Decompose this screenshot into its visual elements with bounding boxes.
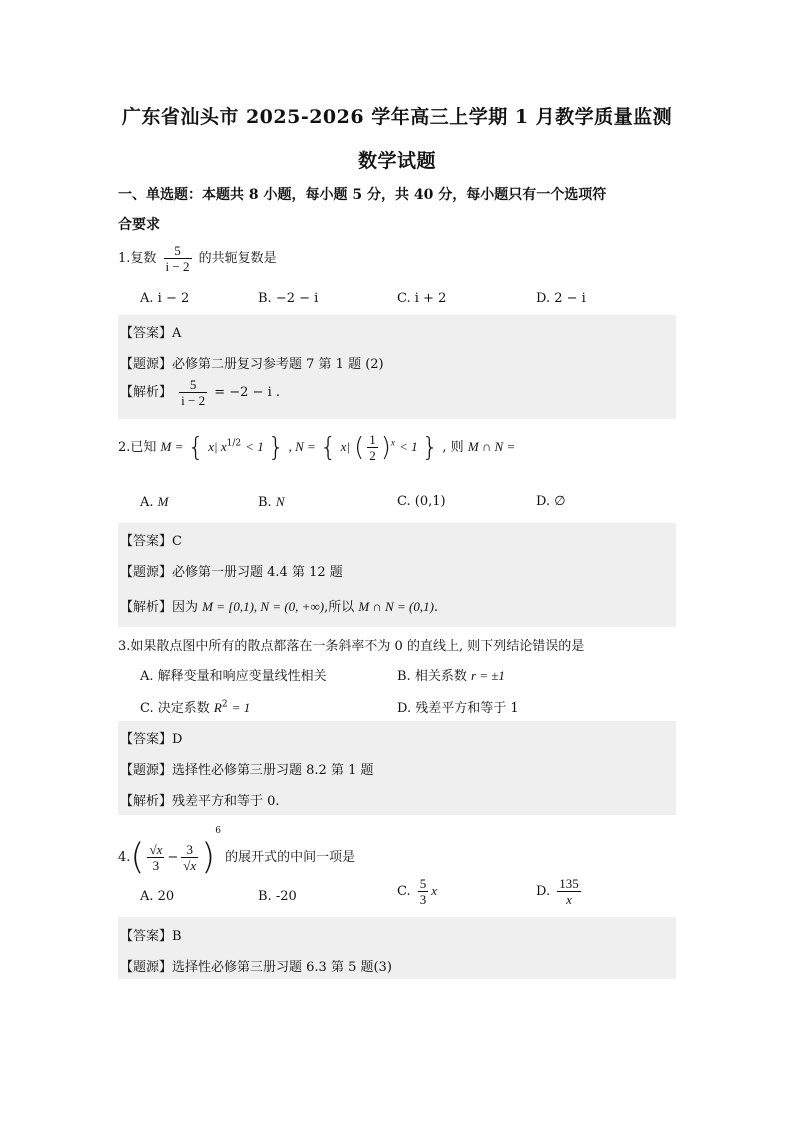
q3-source-label: 【题源】 (120, 763, 173, 778)
q2-setN-fraction (367, 432, 378, 463)
q3-option-b-label: B. 相关系数 (397, 669, 467, 684)
q1-fraction (164, 243, 192, 274)
q4-answer-value: B (172, 929, 182, 944)
q2-analysis-c: ,所以 (324, 600, 355, 615)
q2-brace-open: { (187, 432, 205, 463)
q1-option-a: A. i − 2 (140, 291, 190, 306)
q4-source-value: 选择性必修第三册习题 6.3 第 5 题(3) (172, 960, 392, 975)
q4-option-d (536, 876, 584, 907)
q2-answer (120, 530, 182, 549)
q1-answer-value: A (172, 326, 182, 341)
q2-option-a-value: M (157, 494, 169, 509)
q4-option-c-label: C. (397, 884, 411, 899)
q4-term2 (181, 842, 198, 873)
q4-option-d-fraction (557, 876, 581, 907)
q2-answer-label: 【答案】 (120, 534, 173, 549)
q2-setN-label: , N = (288, 439, 316, 454)
q4-exponent: 6 (215, 826, 221, 836)
q2-option-c-value: (0,1) (414, 494, 446, 509)
q3-option-b (397, 665, 505, 684)
q3-source-value: 选择性必修第三册习题 8.2 第 1 题 (172, 763, 374, 778)
q3-option-c (140, 697, 250, 716)
q3-analysis (120, 790, 280, 809)
question-1 (118, 243, 277, 274)
q2-brace-close-2: } (421, 432, 439, 463)
q1-analysis-num: 5 (189, 377, 197, 392)
q2-option-a (140, 494, 169, 510)
q2-option-b (258, 494, 285, 510)
q1-option-d: D. 2 − i (536, 291, 586, 306)
q4-term1 (147, 842, 164, 873)
q1-analysis-rest: = −2 − i . (214, 385, 281, 400)
q2-analysis-e: . (433, 600, 439, 615)
q2-setM-exp: 1/2 (226, 438, 242, 449)
q2-option-d-label: D. (536, 494, 551, 509)
q2-setN-body: x| (340, 439, 350, 454)
q3-option-d: D. 残差平方和等于 1 (397, 701, 519, 716)
q4-prefix: 4. (118, 850, 131, 865)
q1-prefix: 1.复数 (118, 251, 157, 266)
q2-option-d-value: ∅ (554, 494, 566, 509)
q4-paren-close: ) (201, 836, 216, 878)
q3-option-c-r: R (213, 700, 222, 715)
q1-analysis-label: 【解析】 (120, 385, 173, 400)
q1-suffix: 的共轭复数是 (198, 251, 277, 266)
q4-suffix: 的展开式的中间一项是 (225, 850, 356, 865)
q2-source-value: 必修第一册习题 4.4 第 12 题 (172, 565, 343, 580)
q1-source-value: 必修第二册复习参考题 7 第 1 题 (2) (172, 357, 384, 372)
q1-solution-box (118, 315, 676, 419)
q2-option-a-label: A. (140, 495, 154, 510)
q2-paren-open: ( (354, 432, 365, 463)
q4-option-a: A. 20 (140, 889, 175, 904)
q2-prefix: 2.已知 (118, 440, 157, 455)
question-4 (118, 826, 356, 878)
q4-option-b: B. -20 (258, 889, 297, 904)
q2-analysis-d: M ∩ N = (0,1) (358, 599, 434, 614)
section-heading (118, 180, 676, 240)
section-heading-line1: 一、单选题：本题共 8 小题，每小题 5 分，共 40 分，每小题只有一个选项符 (118, 187, 607, 203)
q2-analysis-a: 因为 (172, 600, 199, 615)
q2-answer-value: C (172, 534, 182, 549)
q2-analysis-label: 【解析】 (120, 600, 173, 615)
q2-brace-open-2: { (319, 432, 337, 463)
q4-term2-num: 3 (186, 842, 193, 857)
q2-setN-rest: < 1 (399, 439, 418, 454)
q3-analysis-label: 【解析】 (120, 794, 173, 809)
q4-term2-den: √x (183, 858, 197, 873)
question-2 (118, 432, 515, 463)
q2-option-c (397, 494, 446, 509)
q1-option-c: C. i + 2 (397, 291, 447, 306)
q4-source (120, 956, 392, 975)
q3-answer-value: D (172, 732, 183, 747)
q2-setN-den: 2 (369, 448, 376, 463)
q1-answer (120, 322, 181, 341)
q2-suffix: , 则 (442, 440, 464, 455)
q1-analysis (120, 377, 280, 408)
q2-paren-close: ) (380, 432, 391, 463)
q4-minus: − (167, 850, 179, 865)
q3-source (120, 759, 374, 778)
q2-analysis-b: M = [0,1), N = (0, +∞) (202, 599, 325, 614)
q1-source-label: 【题源】 (120, 357, 173, 372)
q2-source (120, 561, 343, 580)
q2-source-label: 【题源】 (120, 565, 173, 580)
q2-setN-num: 1 (369, 432, 376, 447)
q2-option-b-label: B. (258, 495, 272, 510)
q2-analysis (120, 596, 438, 615)
q2-expr: M ∩ N = (467, 439, 516, 454)
q4-answer-label: 【答案】 (120, 929, 173, 944)
q3-option-c-rest: = 1 (231, 700, 251, 715)
q3-option-b-expr: r = ±1 (470, 668, 505, 683)
q3-solution-box (118, 721, 676, 815)
q4-solution-box (118, 917, 676, 979)
q1-analysis-fraction (179, 377, 207, 408)
q1-option-b: B. −2 − i (258, 291, 319, 306)
document-title: 广东省汕头市 2025-2026 学年高三上学期 1 月教学质量监测 (121, 106, 673, 128)
q3-answer-label: 【答案】 (120, 732, 173, 747)
q4-option-c-den: 3 (419, 892, 427, 907)
section-heading-line2: 合要求 (118, 217, 160, 233)
q2-option-c-label: C. (397, 494, 411, 509)
q2-setM-label: M = (160, 439, 184, 454)
q2-brace-close: } (267, 432, 285, 463)
q1-answer-label: 【答案】 (120, 326, 173, 341)
q4-option-d-label: D. (536, 884, 551, 899)
question-3: 3.如果散点图中所有的散点都落在一条斜率不为 0 的直线上, 则下列结论错误的是 (118, 639, 585, 654)
document-subtitle: 数学试题 (357, 150, 436, 172)
q3-analysis-value: 残差平方和等于 0. (172, 794, 280, 809)
q1-fraction-den: i − 2 (165, 259, 190, 274)
q3-answer (120, 728, 182, 747)
q2-setM-body: x| x (208, 439, 227, 454)
q1-analysis-den: i − 2 (181, 393, 206, 408)
q4-option-c-x: x (431, 883, 438, 898)
q4-paren-open: ( (130, 836, 145, 878)
q2-solution-box (118, 523, 676, 627)
q2-setN-exp: x (390, 437, 395, 448)
q1-source (120, 353, 384, 372)
q4-option-c-fraction (418, 876, 429, 907)
q4-source-label: 【题源】 (120, 960, 173, 975)
q3-option-c-sup: 2 (221, 699, 228, 710)
q4-option-c-num: 5 (419, 876, 427, 891)
q4-option-d-num: 135 (559, 876, 579, 891)
q4-term1-num: √x (149, 842, 163, 857)
q4-term1-den: 3 (147, 857, 164, 873)
q2-option-d (536, 494, 566, 509)
q1-fraction-num: 5 (174, 243, 181, 258)
q2-setM-rest: < 1 (245, 439, 264, 454)
q4-answer (120, 925, 182, 944)
q2-option-b-value: N (275, 494, 285, 509)
q3-option-a: A. 解释变量和响应变量线性相关 (140, 669, 327, 684)
q4-option-d-den: x (557, 891, 581, 907)
q4-option-c (397, 876, 437, 907)
q3-option-c-label: C. 决定系数 (140, 701, 210, 716)
